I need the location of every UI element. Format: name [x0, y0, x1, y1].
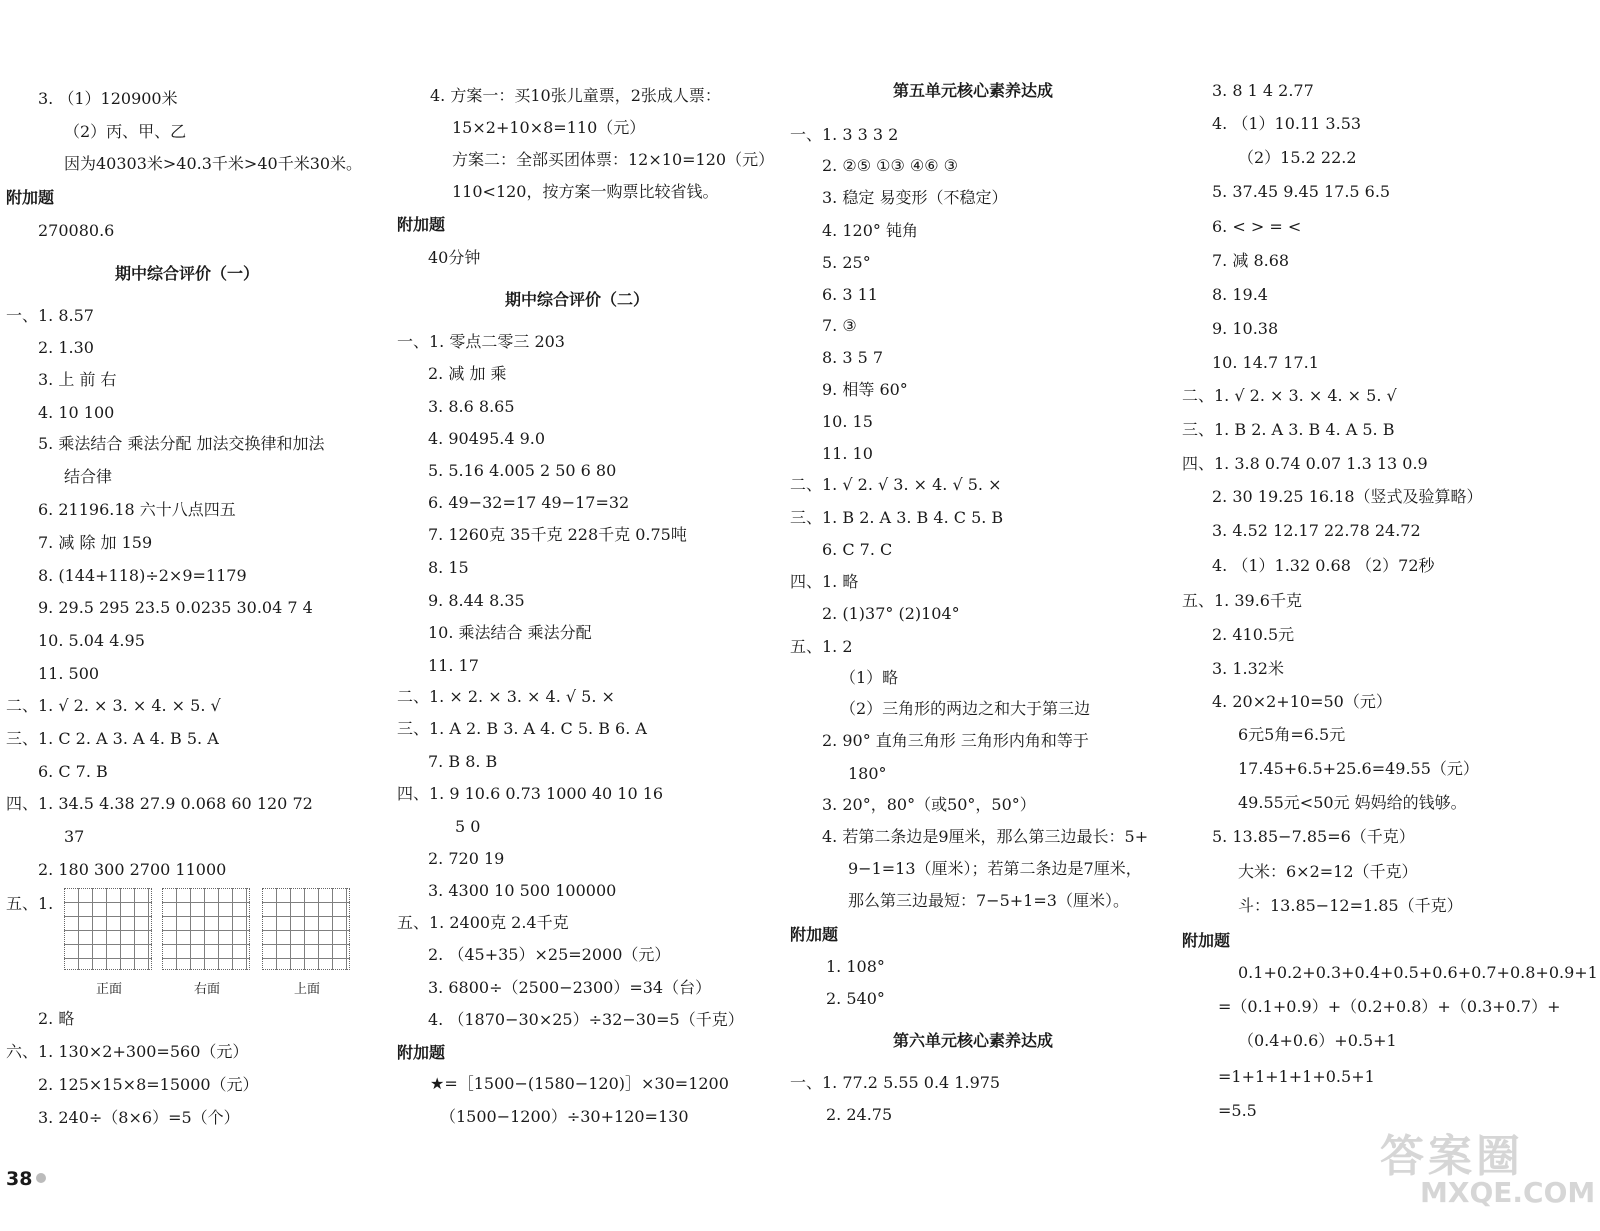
answer-line: 7. 减 除 加 159 — [38, 533, 153, 552]
answer-line: 3. 8.6 8.65 — [428, 397, 515, 416]
answer-line: 4. （1）1.32 0.68 （2）72秒 — [1212, 556, 1435, 575]
answer-line: （1）略 — [840, 668, 899, 687]
answer-line: 6. < > = < — [1212, 217, 1302, 236]
answer-line: 五、1. — [6, 894, 54, 913]
answer-line: =（0.1+0.9）+（0.2+0.8）+（0.3+0.7）+ — [1218, 997, 1561, 1016]
answer-line: 8. 19.4 — [1212, 285, 1268, 304]
section-title: 期中综合评价（二） — [505, 290, 650, 309]
answer-line: 3. 上 前 右 — [38, 370, 117, 389]
answer-line: 5. 37.45 9.45 17.5 6.5 — [1212, 182, 1391, 201]
answer-line: 4. 10 100 — [38, 403, 115, 422]
answer-line: 四、1. 3.8 0.74 0.07 1.3 13 0.9 — [1182, 454, 1428, 473]
answer-line: 斗：13.85−12=1.85（千克） — [1238, 896, 1463, 915]
answer-line: 49.55元<50元 妈妈给的钱够。 — [1238, 793, 1467, 812]
answer-line: 方案二：全部买团体票：12×10=120（元） — [452, 150, 775, 169]
answer-line: （0.4+0.6）+0.5+1 — [1238, 1031, 1397, 1050]
section-title: 附加题 — [790, 925, 839, 944]
answer-line: 三、1. B 2. A 3. B 4. C 5. B — [790, 508, 1004, 527]
answer-line: 因为40303米>40.3千米>40千米30米。 — [64, 154, 363, 173]
answer-line: 180° — [848, 764, 887, 783]
answer-line: 9. 相等 60° — [822, 380, 908, 399]
answer-line: 4. （1870−30×25）÷32−30=5（千克） — [428, 1010, 744, 1029]
answer-line: =1+1+1+1+0.5+1 — [1218, 1067, 1375, 1086]
answer-line: 6. 49−32=17 49−17=32 — [428, 493, 630, 512]
answer-line: （2）15.2 22.2 — [1238, 148, 1357, 167]
front-view-grid — [64, 888, 152, 970]
right-view-grid — [162, 888, 250, 970]
answer-line: 9. 29.5 295 23.5 0.0235 30.04 7 4 — [38, 598, 313, 617]
answer-line: （1500−1200）÷30+120=130 — [440, 1107, 689, 1126]
answer-line: （2）丙、甲、乙 — [64, 122, 187, 141]
answer-line: 3. 稳定 易变形（不稳定） — [822, 188, 1008, 207]
answer-line: 六、1. 130×2+300=560（元） — [6, 1042, 249, 1061]
answer-line: 3. 6800÷（2500−2300）=34（台） — [428, 978, 712, 997]
answer-line: 7. 1260克 35千克 228千克 0.75吨 — [428, 525, 687, 544]
answer-line: 那么第三边最短：7−5+1=3（厘米）。 — [848, 891, 1129, 910]
answer-line: 四、1. 34.5 4.38 27.9 0.068 60 120 72 — [6, 794, 313, 813]
answer-line: 37 — [64, 827, 85, 846]
front-view-label: 正面 — [96, 982, 123, 997]
answer-line: 9−1=13（厘米）；若第二条边是7厘米， — [848, 859, 1142, 878]
answer-line: 6. 21196.18 六十八点四五 — [38, 500, 236, 519]
section-title: 附加题 — [397, 1043, 446, 1062]
answer-line: 8. (144+118)÷2×9=1179 — [38, 566, 247, 585]
answer-line: 15×2+10×8=110（元） — [452, 118, 646, 137]
answer-line: 三、1. A 2. B 3. A 4. C 5. B 6. A — [397, 719, 647, 738]
answer-line: 5. 乘法结合 乘法分配 加法交换律和加法 — [38, 434, 325, 453]
answer-line: 2. 180 300 2700 11000 — [38, 860, 227, 879]
answer-line: 2. 24.75 — [826, 1105, 893, 1124]
answer-line: 二、1. √ 2. √ 3. × 4. √ 5. × — [790, 475, 1002, 494]
top-view-label: 上面 — [294, 982, 321, 997]
answer-line: 2. ②⑤ ①③ ④⑥ ③ — [822, 156, 959, 175]
answer-line: 二、1. √ 2. × 3. × 4. × 5. √ — [6, 696, 221, 715]
answer-line: 二、1. × 2. × 3. × 4. √ 5. × — [397, 687, 615, 706]
answer-line: 3. 1.32米 — [1212, 659, 1284, 678]
answer-line: 3. 8 1 4 2.77 — [1212, 81, 1314, 100]
answer-line: 9. 10.38 — [1212, 319, 1279, 338]
answer-line: 10. 14.7 17.1 — [1212, 353, 1319, 372]
answer-line: 4. 方案一：买10张儿童票，2张成人票： — [430, 86, 721, 105]
section-title: 期中综合评价（一） — [115, 264, 260, 283]
answer-line: 2. 540° — [826, 989, 885, 1008]
answer-line: 二、1. √ 2. × 3. × 4. × 5. √ — [1182, 386, 1397, 405]
answer-line: 10. 5.04 4.95 — [38, 631, 145, 650]
answer-line: 2. 720 19 — [428, 849, 505, 868]
answer-line: 四、1. 9 10.6 0.73 1000 40 10 16 — [397, 784, 664, 803]
answer-line: 5. 25° — [822, 253, 871, 272]
answer-line: 4. 20×2+10=50（元） — [1212, 692, 1392, 711]
section-title: 附加题 — [6, 188, 55, 207]
right-view-label: 右面 — [194, 982, 221, 997]
section-title: 第六单元核心素养达成 — [893, 1031, 1054, 1050]
answer-line: 一、1. 3 3 3 2 — [790, 125, 899, 144]
section-title: 第五单元核心素养达成 — [893, 81, 1054, 100]
watermark-url: MXQE.COM — [1420, 1176, 1596, 1209]
answer-line: 2. 1.30 — [38, 338, 94, 357]
answer-line: 3. （1）120900米 — [38, 89, 178, 108]
answer-line: 3. 20°，80°（或50°，50°） — [822, 795, 1036, 814]
watermark-logo: 答案圈 — [1380, 1131, 1524, 1182]
answer-line: 3. 4300 10 500 100000 — [428, 881, 617, 900]
answer-line: 8. 3 5 7 — [822, 348, 884, 367]
answer-line: 8. 15 — [428, 558, 469, 577]
answer-line: =5.5 — [1218, 1101, 1257, 1120]
answer-line: 5. 13.85−7.85=6（千克） — [1212, 827, 1415, 846]
answer-line: 结合律 — [64, 467, 113, 486]
answer-line: 2. 减 加 乘 — [428, 364, 507, 383]
answer-line: 5 0 — [455, 817, 481, 836]
answer-line: 一、1. 77.2 5.55 0.4 1.975 — [790, 1073, 1001, 1092]
answer-line: 四、1. 略 — [790, 572, 859, 591]
answer-line: 11. 10 — [822, 444, 873, 463]
answer-line: 4. 120° 钝角 — [822, 221, 918, 240]
answer-line: 7. ③ — [822, 316, 857, 335]
section-title: 附加题 — [1182, 931, 1231, 950]
answer-line: 三、1. B 2. A 3. B 4. A 5. B — [1182, 420, 1395, 439]
top-view-grid — [262, 888, 350, 970]
answer-line: 110<120，按方案一购票比较省钱。 — [452, 182, 719, 201]
page-number-dot — [36, 1173, 46, 1183]
page-number: 38 — [6, 1168, 33, 1190]
answer-line: 2. (1)37° (2)104° — [822, 604, 960, 623]
answer-line: 2. （45+35）×25=2000（元） — [428, 945, 671, 964]
answer-line: 6元5角=6.5元 — [1238, 725, 1346, 744]
answer-line: 7. 减 8.68 — [1212, 251, 1290, 270]
answer-line: 6. C 7. B — [38, 762, 108, 781]
answer-line: 10. 乘法结合 乘法分配 — [428, 623, 592, 642]
answer-line: 4. 90495.4 9.0 — [428, 429, 546, 448]
answer-line: 11. 17 — [428, 656, 479, 675]
answer-line: 五、1. 2400克 2.4千克 — [397, 913, 569, 932]
answer-line: 17.45+6.5+25.6=49.55（元） — [1238, 759, 1479, 778]
answer-line: 3. 240÷（8×6）=5（个） — [38, 1108, 240, 1127]
answer-line: 6. 3 11 — [822, 285, 878, 304]
answer-line: 大米：6×2=12（千克） — [1238, 862, 1418, 881]
answer-line: 10. 15 — [822, 412, 873, 431]
answer-line: 一、1. 8.57 — [6, 306, 94, 325]
answer-line: 40分钟 — [428, 248, 481, 267]
answer-line: 11. 500 — [38, 664, 100, 683]
watermark — [1380, 1120, 1595, 1220]
answer-line: 1. 108° — [826, 957, 885, 976]
answer-line: 三、1. C 2. A 3. A 4. B 5. A — [6, 729, 219, 748]
section-title: 附加题 — [397, 215, 446, 234]
answer-line: 2. 90° 直角三角形 三角形内角和等于 — [822, 731, 1089, 750]
answer-line: 五、1. 2 — [790, 637, 853, 656]
answer-line: 9. 8.44 8.35 — [428, 591, 525, 610]
answer-line: 2. 略 — [38, 1009, 75, 1028]
answer-line: 4. （1）10.11 3.53 — [1212, 114, 1362, 133]
answer-line: 4. 若第二条边是9厘米，那么第三边最长：5+ — [822, 827, 1149, 846]
answer-line: ★=［1500−(1580−120)］×30=1200 — [430, 1074, 729, 1093]
answer-line: 0.1+0.2+0.3+0.4+0.5+0.6+0.7+0.8+0.9+1 — [1238, 963, 1598, 982]
answer-line: 2. 410.5元 — [1212, 625, 1295, 644]
answer-line: 7. B 8. B — [428, 752, 498, 771]
answer-line: 5. 5.16 4.005 2 50 6 80 — [428, 461, 617, 480]
answer-line: 3. 4.52 12.17 22.78 24.72 — [1212, 521, 1421, 540]
answer-line: 6. C 7. C — [822, 540, 893, 559]
answer-line: 五、1. 39.6千克 — [1182, 591, 1302, 610]
answer-line: 270080.6 — [38, 221, 115, 240]
three-view-figures — [64, 888, 364, 998]
answer-line: 2. 125×15×8=15000（元） — [38, 1075, 259, 1094]
answer-line: 2. 30 19.25 16.18（竖式及验算略） — [1212, 487, 1483, 506]
answer-line: 一、1. 零点二零三 203 — [397, 332, 565, 351]
answer-line: （2）三角形的两边之和大于第三边 — [840, 699, 1091, 718]
